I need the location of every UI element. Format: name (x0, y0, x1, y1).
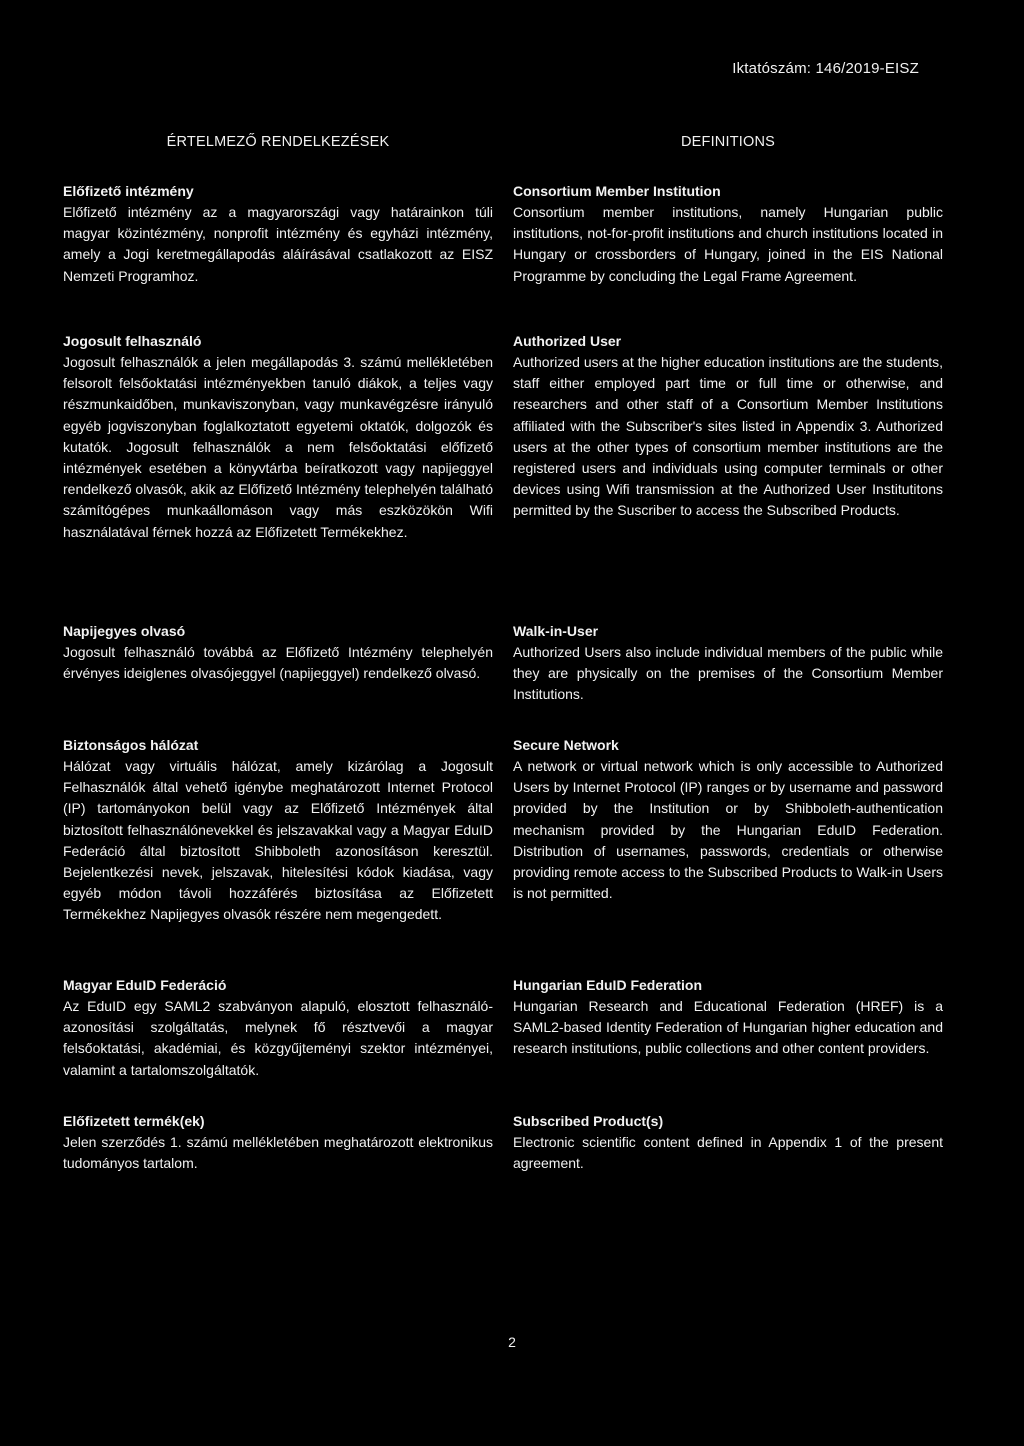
section-body: A network or virtual network which is only accessible to Authorized Users by Internet Protocol (IP) ranges or by username and password provided by the Institution or by Shibboleth-authentication mechanism provided by the Hungarian EduID Federation. Distribution of usernames, passwords, credentials or otherwise providing remote access to the Subscribed Products to Walk-in Users is not permitted. (513, 758, 943, 902)
section-heading: Előfizető intézmény (63, 183, 194, 199)
section-heading: Secure Network (513, 737, 619, 753)
section-eduid-federation-hu (63, 975, 493, 1111)
section-heading: Magyar EduID Federáció (63, 977, 227, 993)
section-walk-in-user-en (513, 621, 943, 735)
hungarian-column (63, 134, 493, 1174)
section-body: Electronic scientific content defined in Appendix 1 of the present agreement. (513, 1134, 943, 1172)
section-heading: Biztonságos hálózat (63, 737, 199, 753)
section-subscriber-institution-hu (63, 181, 493, 331)
section-heading: Consortium Member Institution (513, 183, 721, 199)
section-authorized-user-hu (63, 331, 493, 621)
section-body: Jelen szerződés 1. számú mellékletében meghatározott elektronikus tudományos tartalom. (63, 1134, 493, 1172)
section-body: Authorized Users also include individual members of the public while they are physically on the premises of the Consortium Member Institutions. (513, 644, 943, 703)
section-heading: Authorized User (513, 333, 622, 349)
section-heading: Jogosult felhasználó (63, 333, 202, 349)
english-title: DEFINITIONS (680, 134, 776, 150)
section-body: Jogosult felhasználók a jelen megállapodás 3. számú mellékletében felsorolt felsőoktatási intézményekben tanuló diákok, a teljes vagy részmunkaidőben, munkaviszonyban, vagy munkavégzésre irányuló egyéb jogviszonyban foglalkoztatott egyetemi oktatók, dolgozók és kutatók. Jogosult felhasználók a nem felsőoktatási előfizető intézmények esetében a könyvtárba beíratkozott vagy napijeggyel rendelkező olvasók, akik az Előfizető Intézmény telephelyén található számítógépes munkaállomáson vagy más eszközökön Wifi használatával férnek hozzá az Előfizetett Termékekhez. (63, 354, 493, 540)
hungarian-title: ÉRTELMEZŐ RENDELKEZÉSEK (166, 134, 390, 150)
section-heading: Előfizetett termék(ek) (63, 1113, 205, 1129)
section-secure-network-en (513, 735, 943, 975)
section-consortium-member-en (513, 181, 943, 331)
section-body: Authorized users at the higher education institutions are the students, staff either employed part time or full time or otherwise, and researchers and other staff of a Consortium Member Institutions affiliated with the Subscriber's sites listed in Appendix 3. Authorized users at the other types of consortium member institutions are the registered users and individuals using computer terminals or other devices using Wifi transmission at the Authorized User Institutitons permitted by the Suscriber to access the Subscribed Products. (513, 354, 943, 519)
section-heading: Walk-in-User (513, 623, 599, 639)
section-body: Hungarian Research and Educational Federation (HREF) is a SAML2-based Identity Federation of Hungarian higher education and research institutions, public collections and other content providers. (513, 998, 943, 1057)
section-body: Consortium member institutions, namely Hungarian public institutions, not-for-profit institutions and church institutions located in Hungary or crossborders of Hungary, joined in the EIS National Programme by concluding the Legal Frame Agreement. (513, 204, 943, 284)
section-eduid-federation-en (513, 975, 943, 1111)
section-body: Hálózat vagy virtuális hálózat, amely kizárólag a Jogosult Felhasználók által vehető igénybe meghatározott Internet Protocol (IP) tartományokon belül vagy az Előfizető Intézmények által biztosított felhasználónevekkel és jelszavakkal vagy a Magyar EduID Federáció által biztosított Shibboleth azonosításon keresztül. Bejelentkezési nevek, jelszavak, hitelesítési kódok kiadása, vagy egyéb módon távoli hozzáférés biztosítása az Előfizetett Termékekhez Napijegyes olvasók részére nem megengedett. (63, 758, 493, 923)
english-column (513, 134, 943, 1174)
page-number: 2 (508, 1334, 516, 1350)
section-body: Előfizető intézmény az a magyarországi vagy határainkon túli magyar közintézmény, nonprofit intézmény és egyházi intézmény, amely a Jogi keretmegállapodás aláírásával csatlakozott az EISZ Nemzeti Programhoz. (63, 204, 493, 284)
section-heading: Hungarian EduID Federation (513, 977, 703, 993)
section-body: Jogosult felhasználó továbbá az Előfizető Intézmény telephelyén érvényes ideiglenes olvasójeggyel (napijeggyel) rendelkező olvasó. (63, 644, 493, 682)
section-walk-in-user-hu (63, 621, 493, 735)
section-subscribed-products-hu (63, 1111, 493, 1174)
section-heading: Napijegyes olvasó (63, 623, 186, 639)
section-body: Az EduID egy SAML2 szabványon alapuló, elosztott felhasználó-azonosítási szolgáltatás, melynek fő résztvevői a magyar felsőoktatási, akadémiai, és közgyűjteményi szektor intézményei, valamint a tartalomszolgáltatók. (63, 998, 493, 1078)
section-secure-network-hu (63, 735, 493, 975)
section-authorized-user-en (513, 331, 943, 621)
section-heading: Subscribed Product(s) (513, 1113, 664, 1129)
reference-number: Iktatószám: 146/2019-EISZ (732, 60, 919, 77)
section-subscribed-products-en (513, 1111, 943, 1174)
